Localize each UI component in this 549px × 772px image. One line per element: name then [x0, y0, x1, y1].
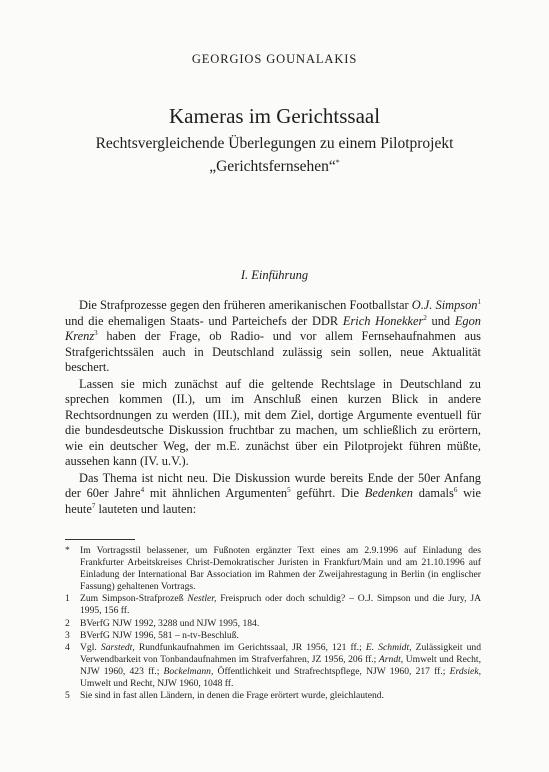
italic-name: Bockelmann,	[163, 665, 214, 677]
footnotes	[65, 545, 481, 702]
footnote-text	[80, 642, 481, 690]
footnote-mark: 2	[65, 617, 70, 629]
footnote-text	[80, 690, 481, 702]
text-run: Zum Simpson-Strafprozeß	[80, 593, 188, 605]
text-run: BVerfG NJW 1996, 581 – n-tv-Beschluß.	[80, 629, 239, 641]
footnote-divider	[65, 539, 135, 540]
italic-name: Sarstedt,	[100, 641, 135, 653]
text-run: Vgl.	[80, 641, 101, 653]
footnote	[65, 690, 481, 702]
footnote-ref: 4	[140, 485, 145, 494]
italic-name: Egon Krenz	[65, 313, 481, 343]
text-run: lauteten und lauten:	[95, 501, 197, 516]
article-subtitle	[40, 134, 509, 176]
footnote-ref: 5	[287, 485, 291, 494]
text-run: BVerfG NJW 1992, 3288 und NJW 1995, 184.	[80, 617, 260, 629]
italic-name: Arndt,	[378, 653, 404, 665]
subtitle-line-2	[40, 153, 509, 176]
text-run: Öffentlichkeit und Strafrechtspflege, NJW 1960, 217 ff.;	[213, 665, 450, 677]
footnote-text	[80, 545, 481, 593]
section-heading: I. Einführung	[240, 268, 309, 282]
footnote-ref: 1	[477, 297, 481, 306]
italic-name: E. Schmidt,	[365, 641, 412, 653]
subtitle-quoted: „Gerichtsfernsehen“	[209, 158, 336, 176]
footnote	[65, 642, 481, 690]
footnote-mark: *	[65, 545, 70, 556]
subtitle-footnote-mark: *	[335, 158, 340, 167]
body-text	[65, 298, 481, 518]
text-run: und	[426, 313, 455, 328]
footnote-ref: 3	[94, 328, 98, 337]
footnote-ref: 7	[91, 501, 96, 510]
footnote	[65, 593, 481, 617]
text-run: Im Vortragsstil belassener, um Fußnoten ergänzter Text eines am 2.9.1996 auf Einladung des Frankfurter Arbeitskreises Christ-Demokratischer Juristen in Frankfurt/Main und am 21.10.1996 auf Einladung der International Bar Association im Rahmen der Zweijahrestagung in Berlin (in englischer Fassung) gehaltenen Vortrags.	[80, 545, 481, 593]
footnote	[65, 630, 481, 642]
body-paragraph	[65, 298, 481, 376]
text-run: Rundfunkaufnahmen im Gerichtssaal, JR 1956, 121 ff.;	[134, 641, 366, 653]
text-run: haben der Frage, ob Radio- und vor allem Fernsehaufnahmen aus Strafgerichtssälen auch in Deutschland zulässig sein sollen, neue Aktualität beschert.	[65, 329, 481, 374]
footnote	[65, 545, 481, 593]
text-run: Die Strafprozesse gegen den früheren amerikanischen Footballstar	[79, 298, 412, 312]
footnote-ref: 6	[453, 485, 458, 494]
italic-name: Erich Honekker	[342, 313, 424, 328]
footnote-text	[80, 593, 481, 617]
author-name: GEORGIOS GOUNALAKIS	[191, 52, 358, 66]
text-run: Das Thema ist nicht neu. Die Diskussion wurde bereits Ende der 50er Anfang der 60er Jahre	[65, 470, 481, 500]
footnote-mark: 4	[65, 641, 70, 653]
text-run: und die ehemaligen Staats- und Parteichefs der DDR	[65, 313, 343, 328]
footnote-mark: 3	[65, 629, 70, 641]
body-paragraph	[65, 377, 481, 470]
footnote-mark: 5	[65, 690, 70, 702]
text-run: Sie sind in fast allen Ländern, in denen die Frage erörtert wurde, gleichlautend.	[80, 690, 384, 702]
italic-name: O.J. Simpson	[411, 298, 478, 312]
italic-name: Nestler,	[187, 593, 217, 605]
italic-name: Bedenken	[364, 486, 413, 500]
text-run: wie heute	[65, 486, 481, 516]
subtitle-line-1: Rechtsvergleichende Überlegungen zu einem Pilotprojekt	[95, 135, 454, 152]
text-run: damals	[412, 486, 454, 500]
footnote-text	[80, 618, 481, 630]
text-run: Freispruch oder doch schuldig? – O.J. Simpson und die Jury, JA 1995, 156 ff.	[80, 593, 481, 617]
footnote-mark: 1	[65, 593, 70, 605]
footnote-ref: 2	[423, 313, 427, 322]
text-run: geführt. Die	[290, 486, 365, 500]
text-run: Zulässigkeit und Verwendbarkeit von Tonbandaufnahmen im Strafverfahren, JZ 1956, 206 ff.;	[80, 641, 482, 665]
italic-name: Erdsiek,	[449, 665, 481, 677]
footnote-text	[80, 630, 481, 642]
text-run: Umwelt und Recht, NJW 1960, 423 ff.;	[80, 653, 481, 677]
footnote	[65, 618, 481, 630]
article-title: Kameras im Gerichtssaal	[168, 104, 381, 128]
text-run: Lassen sie mich zunächst auf die geltende Rechtslage in Deutschland zu sprechen kommen (II.), um im Anschluß einen kurzen Blick in andere Rechtsordnungen zu werden (III.), mit dem Ziel, dortige Argumente eventuell für die bundesdeutsche Diskussion fruchtbar zu machen, um schließlich zu erörtern, wie ein deutscher Weg, der m.E. zunächst über ein Pilotprojekt führen müßte, aussehen kann (IV. u.V.).	[65, 376, 481, 468]
text-run: mit ähnlichen Argumenten	[144, 486, 288, 500]
body-paragraph	[65, 471, 481, 518]
text-run: Umwelt und Recht, NJW 1960, 1048 ff.	[80, 678, 234, 690]
